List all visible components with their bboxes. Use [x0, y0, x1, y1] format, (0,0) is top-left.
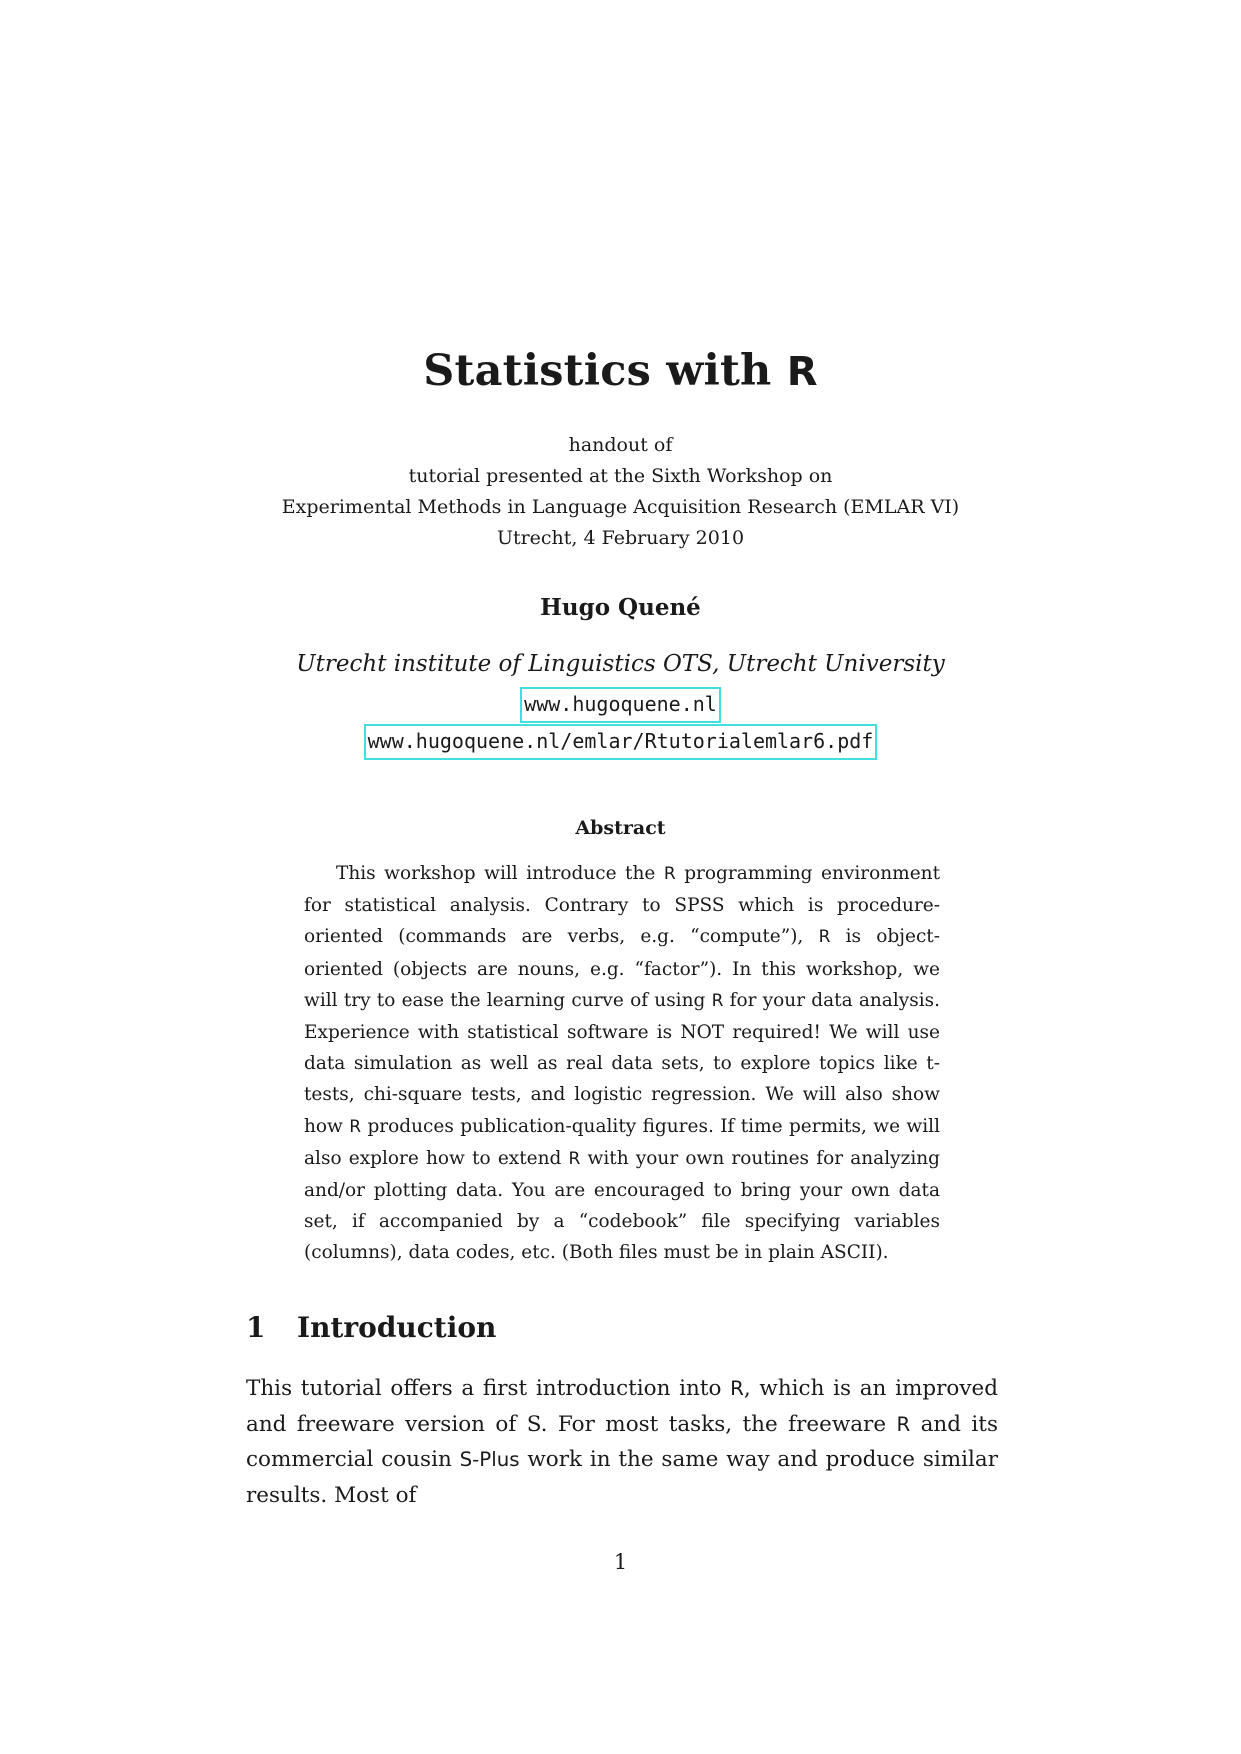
r-name: R — [711, 990, 724, 1011]
section-title: Introduction — [297, 1311, 497, 1344]
section-text: and its commercial cousin — [246, 1411, 998, 1472]
abstract-text: programming environment for statistical analysis. Contrary to SPSS which is procedure-oriented (commands are verbs, e.g. “compute”), — [304, 863, 941, 948]
abstract-text: for your data analysis. Experience with statistical software is NOT required! We will use data simulation as well as real data sets, to explore topics like t-tests, chi-square tests, and logistic regression. We will also show how — [304, 989, 940, 1137]
section-text: , which is an improved and freeware version of S. For most tasks, the freeware — [246, 1376, 998, 1437]
title-text: Statistics with — [423, 346, 787, 396]
section-text: This tutorial offers a first introduction into — [246, 1376, 731, 1401]
link-line — [0, 723, 1241, 760]
link-line — [0, 686, 1241, 723]
r-name: R — [818, 927, 831, 948]
handout-pdf-link[interactable]: www.hugoquene.nl/emlar/Rtutorialemlar6.pdf — [364, 724, 878, 760]
splus-name: S-Plus — [459, 1448, 520, 1471]
abstract-text: produces publication-quality figures. If time permits, we will also explore how to extend — [304, 1115, 940, 1169]
author-name: Hugo Quené — [540, 594, 701, 621]
abstract-paragraph — [304, 858, 940, 1269]
section-number: 1 — [246, 1311, 266, 1344]
r-name: R — [568, 1148, 581, 1169]
subtitle-line: tutorial presented at the Sixth Workshop on — [408, 465, 833, 487]
subtitle-line: handout of — [568, 434, 673, 456]
subtitle-block — [0, 430, 1241, 554]
link-list — [0, 686, 1241, 760]
r-name: R — [730, 1377, 744, 1400]
subtitle-line: Utrecht, 4 February 2010 — [496, 527, 745, 549]
subtitle-line: Experimental Methods in Language Acquisition Research (EMLAR VI) — [281, 496, 960, 518]
homepage-link[interactable]: www.hugoquene.nl — [520, 687, 721, 723]
r-name: R — [349, 1116, 362, 1137]
r-name: R — [896, 1412, 911, 1436]
abstract-text: is object-oriented (objects are nouns, e.g. “factor”). In this workshop, we will try to ease the learning curve of using — [304, 926, 940, 1011]
section-paragraph — [246, 1371, 998, 1513]
author-affiliation: Utrecht institute of Linguistics OTS, Utrecht University — [296, 651, 945, 677]
document-title — [0, 343, 1241, 400]
abstract-text: with your own routines for analyzing and/or plotting data. You are encouraged to bring your own data set, if accompanied by a “codebook” file specifying variables (columns), data codes, etc. (Both files must be in plain ASCII). — [304, 1147, 940, 1264]
abstract-heading: Abstract — [575, 817, 666, 839]
r-name: R — [663, 864, 676, 884]
section-text: work in the same way and produce similar results. Most of — [246, 1447, 998, 1508]
abstract-text: This workshop will introduce the — [336, 863, 664, 884]
title-r-logo: R — [786, 349, 818, 395]
page-number: 1 — [613, 1550, 628, 1574]
section-heading — [246, 1310, 496, 1346]
